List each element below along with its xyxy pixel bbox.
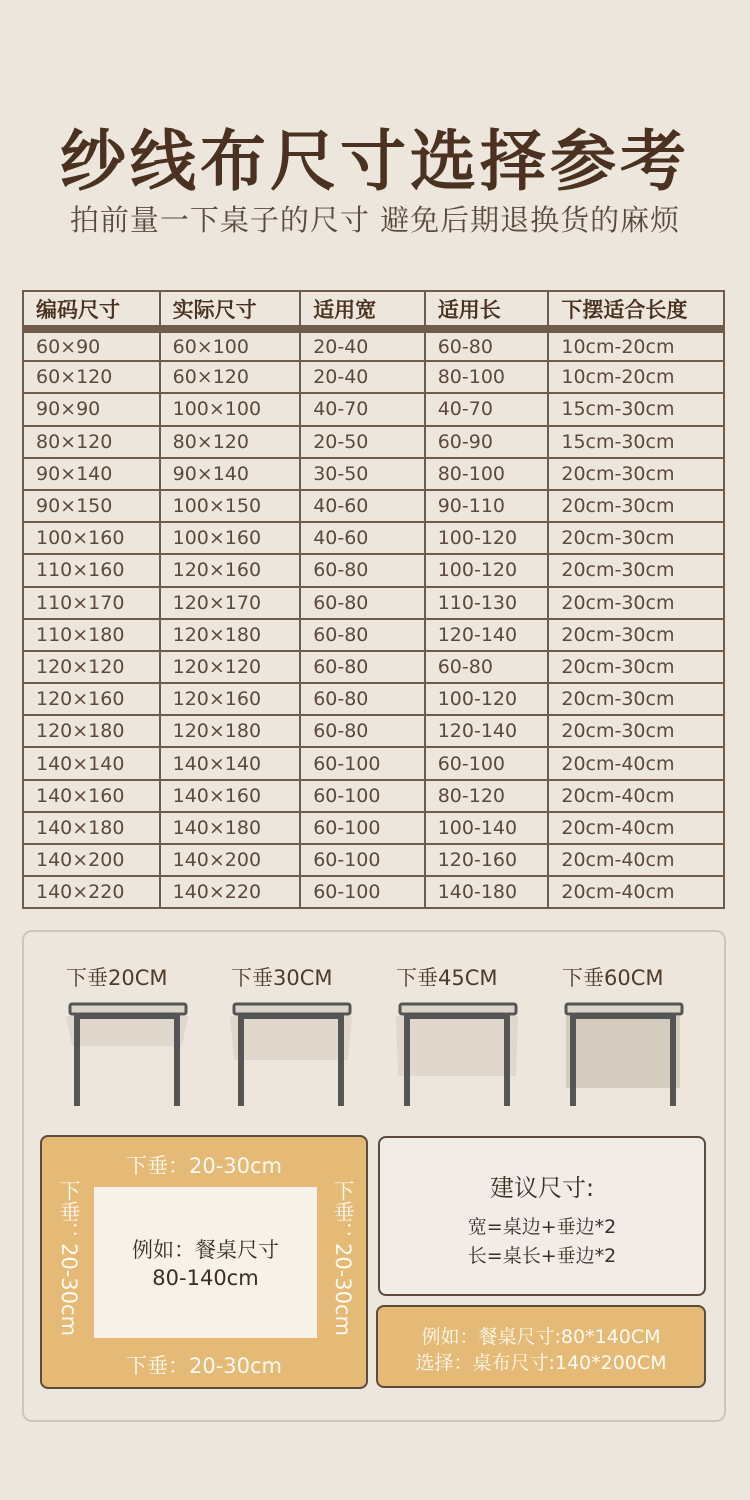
page-title: 纱线布尺寸选择参考	[60, 123, 690, 200]
table-cell: 20-40	[300, 361, 425, 393]
table-cell: 80-100	[425, 458, 549, 490]
size-table	[22, 290, 725, 909]
table-cell: 20-50	[300, 426, 425, 458]
table-row	[23, 361, 724, 393]
table-cell: 140×200	[23, 844, 160, 876]
table-cell: 20cm-30cm	[548, 490, 724, 522]
advice-width-formula: 宽=桌边+垂边*2	[467, 1216, 617, 1238]
table-cell: 120×160	[160, 683, 301, 715]
table-cell: 60-80	[425, 651, 549, 683]
table-cell: 140×180	[160, 812, 301, 844]
table-cell: 140×220	[160, 876, 301, 908]
table-cell: 60-80	[300, 715, 425, 747]
table-cell: 60-80	[300, 619, 425, 651]
table-cell: 80×120	[23, 426, 160, 458]
table-row	[23, 876, 724, 908]
table-cell: 90-110	[425, 490, 549, 522]
table-row	[23, 683, 724, 715]
table-row	[23, 844, 724, 876]
table-cell: 20cm-30cm	[548, 587, 724, 619]
table-cell: 20cm-30cm	[548, 522, 724, 554]
table-cell: 10cm-20cm	[548, 329, 724, 361]
table-drop-60-icon	[558, 998, 688, 1110]
table-row	[23, 458, 724, 490]
page-subtitle: 拍前量一下桌子的尺寸 避免后期退换货的麻烦	[69, 203, 681, 237]
table-cell: 15cm-30cm	[548, 426, 724, 458]
table-cell: 90×140	[160, 458, 301, 490]
table-cell: 110-130	[425, 587, 549, 619]
table-cell: 80-120	[425, 780, 549, 812]
table-cell: 140×140	[23, 747, 160, 779]
table-cell: 60-100	[425, 747, 549, 779]
table-cell: 60×120	[160, 361, 301, 393]
table-cell: 20cm-40cm	[548, 747, 724, 779]
table-cell: 100-120	[425, 683, 549, 715]
table-cell: 20cm-30cm	[548, 683, 724, 715]
column-header: 下摆适合长度	[548, 291, 724, 329]
table-cell: 20cm-40cm	[548, 812, 724, 844]
drop-right-label: 下垂：20-30cm	[331, 1180, 355, 1337]
table-cell: 60-100	[300, 780, 425, 812]
table-cell: 90×90	[23, 393, 160, 425]
table-cell: 120×180	[23, 715, 160, 747]
table-cell: 60-80	[425, 329, 549, 361]
table-cell: 90×140	[23, 458, 160, 490]
table-cell: 20cm-40cm	[548, 844, 724, 876]
table-cell: 140-180	[425, 876, 549, 908]
table-cell: 60-100	[300, 812, 425, 844]
table-row	[23, 490, 724, 522]
table-cell: 60-90	[425, 426, 549, 458]
table-cell: 40-60	[300, 522, 425, 554]
table-cell: 60×90	[23, 329, 160, 361]
diagram-example-line2: 80-140cm	[152, 1266, 259, 1290]
table-cell: 100×150	[160, 490, 301, 522]
table-cell: 10cm-20cm	[548, 361, 724, 393]
table-cell: 140×140	[160, 747, 301, 779]
table-row	[23, 554, 724, 586]
table-cell: 140×160	[160, 780, 301, 812]
table-row	[23, 619, 724, 651]
table-cell: 20cm-40cm	[548, 780, 724, 812]
drop-bottom-label: 下垂：20-30cm	[125, 1354, 283, 1378]
table-row	[23, 522, 724, 554]
table-cell: 60-80	[300, 683, 425, 715]
table-cell: 120×180	[160, 715, 301, 747]
table-cell: 120×160	[23, 683, 160, 715]
table-row	[23, 651, 724, 683]
table-cell: 20cm-30cm	[548, 458, 724, 490]
table-cell: 90×150	[23, 490, 160, 522]
table-cell: 20cm-30cm	[548, 715, 724, 747]
table-cell: 60-100	[300, 876, 425, 908]
table-cell: 60-80	[300, 554, 425, 586]
table-cell: 60×100	[160, 329, 301, 361]
table-cell: 120-140	[425, 715, 549, 747]
drop-label-20: 下垂20CM	[66, 966, 168, 990]
table-body	[23, 329, 724, 908]
table-cell: 110×160	[23, 554, 160, 586]
table-cell: 120-160	[425, 844, 549, 876]
table-cell: 30-50	[300, 458, 425, 490]
advice-title: 建议尺寸:	[489, 1174, 595, 1202]
table-cell: 120×120	[23, 651, 160, 683]
table-cell: 40-70	[425, 393, 549, 425]
drop-left-label: 下垂：20-30cm	[57, 1180, 81, 1337]
table-cell: 20cm-30cm	[548, 619, 724, 651]
table-cell: 80×120	[160, 426, 301, 458]
drop-top-label: 下垂：20-30cm	[125, 1154, 283, 1178]
table-row	[23, 426, 724, 458]
table-cell: 40-70	[300, 393, 425, 425]
table-cell: 120×180	[160, 619, 301, 651]
table-cell: 20cm-30cm	[548, 554, 724, 586]
table-row	[23, 780, 724, 812]
table-drop-20-icon	[62, 998, 192, 1110]
diagram-example-line1: 例如：餐桌尺寸	[132, 1238, 279, 1262]
table-cell: 110×170	[23, 587, 160, 619]
table-cell: 120-140	[425, 619, 549, 651]
table-header-row	[23, 291, 724, 329]
table-cell: 100×160	[160, 522, 301, 554]
table-cell: 60-80	[300, 651, 425, 683]
table-row	[23, 812, 724, 844]
example-line-table: 例如：餐桌尺寸:80*140CM	[421, 1326, 661, 1348]
table-cell: 20cm-30cm	[548, 651, 724, 683]
column-header: 实际尺寸	[160, 291, 301, 329]
table-row	[23, 715, 724, 747]
table-cell: 100-140	[425, 812, 549, 844]
column-header: 适用长	[425, 291, 549, 329]
column-header: 编码尺寸	[23, 291, 160, 329]
table-cell: 110×180	[23, 619, 160, 651]
table-row	[23, 587, 724, 619]
table-cell: 100-120	[425, 522, 549, 554]
table-cell: 120×160	[160, 554, 301, 586]
table-cell: 140×200	[160, 844, 301, 876]
table-cell: 60×120	[23, 361, 160, 393]
table-cell: 20cm-40cm	[548, 876, 724, 908]
table-cell: 140×180	[23, 812, 160, 844]
table-cell: 120×170	[160, 587, 301, 619]
column-header: 适用宽	[300, 291, 425, 329]
table-cell: 60-100	[300, 747, 425, 779]
table-cell: 120×120	[160, 651, 301, 683]
table-row	[23, 747, 724, 779]
table-cell: 80-100	[425, 361, 549, 393]
drop-label-45: 下垂45CM	[396, 966, 498, 990]
drop-label-60: 下垂60CM	[562, 966, 664, 990]
drop-label-30: 下垂30CM	[231, 966, 333, 990]
table-cell: 40-60	[300, 490, 425, 522]
advice-length-formula: 长=桌长+垂边*2	[467, 1245, 617, 1267]
table-row	[23, 393, 724, 425]
table-cell: 15cm-30cm	[548, 393, 724, 425]
table-drop-45-icon	[392, 998, 522, 1110]
table-drop-30-icon	[226, 998, 356, 1110]
table-cell: 60-100	[300, 844, 425, 876]
example-line-cloth: 选择：桌布尺寸:140*200CM	[415, 1352, 667, 1374]
table-cell: 100-120	[425, 554, 549, 586]
table-cell: 20-40	[300, 329, 425, 361]
table-cell: 100×100	[160, 393, 301, 425]
table-cell: 140×220	[23, 876, 160, 908]
table-cell: 140×160	[23, 780, 160, 812]
table-cell: 60-80	[300, 587, 425, 619]
table-cell: 100×160	[23, 522, 160, 554]
diagram-example-text	[94, 1236, 317, 1292]
table-row	[23, 329, 724, 361]
